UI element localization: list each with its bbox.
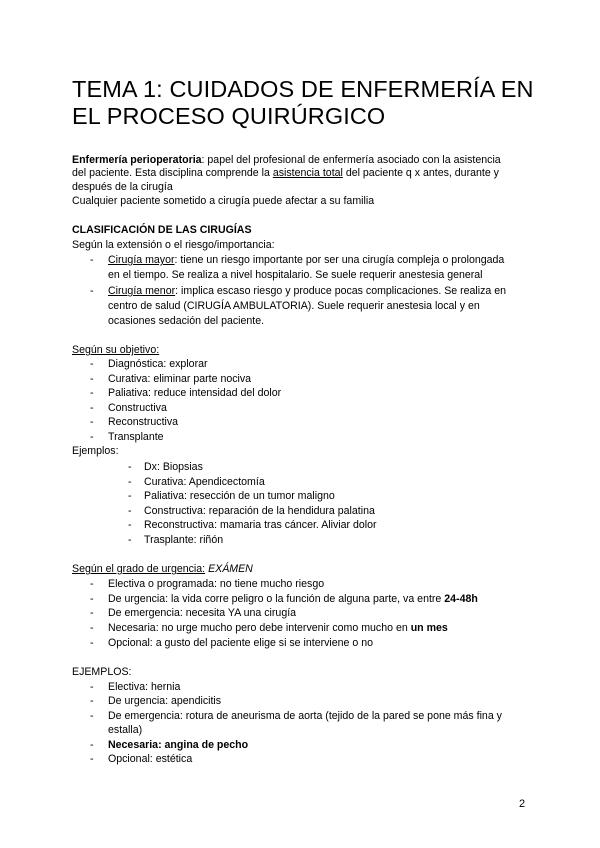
bullet-dash: - bbox=[90, 637, 94, 649]
list-item: Curativa: eliminar parte nociva bbox=[108, 373, 252, 385]
bullet-dash: - bbox=[90, 416, 94, 428]
list-item: Dx: Biopsias bbox=[144, 461, 203, 473]
list-item: Diagnóstica: explorar bbox=[108, 358, 208, 370]
list-item: Reconstructiva bbox=[108, 416, 179, 428]
necesaria-time: un mes bbox=[410, 622, 448, 634]
subheading-urgencia bbox=[72, 562, 253, 577]
bullet-dash: - bbox=[90, 607, 94, 619]
intro-line-3: después de la cirugía bbox=[72, 181, 173, 193]
intro-line-4: Cualquier paciente sometido a cirugía puede afectar a su familia bbox=[72, 195, 375, 207]
list-item: Opcional: a gusto del paciente elige si se interviene o no bbox=[108, 637, 374, 649]
page-number: 2 bbox=[519, 798, 526, 810]
list-item-continuation: estalla) bbox=[108, 724, 143, 736]
necesaria-text: Necesaria: no urge mucho pero debe intervenir como mucho en bbox=[108, 622, 411, 634]
list-item: Constructiva bbox=[108, 402, 167, 414]
bullet-dash: - bbox=[128, 490, 132, 502]
subheading-extension: Según la extensión o el riesgo/importancia: bbox=[72, 239, 275, 251]
list-item: Paliativa: reduce intensidad del dolor bbox=[108, 387, 282, 399]
bullet-dash: - bbox=[128, 505, 132, 517]
intro-line-2-a: del paciente. Esta disciplina comprende la bbox=[72, 167, 273, 179]
list-item: Electiva o programada: no tiene mucho riesgo bbox=[108, 578, 325, 590]
cirugia-menor-line-1 bbox=[108, 284, 506, 299]
cirugia-menor-desc: : implica escaso riesgo y produce pocas complicaciones. Se realiza en bbox=[175, 285, 507, 297]
bullet-dash: - bbox=[90, 695, 94, 707]
bullet-dash: - bbox=[90, 710, 94, 722]
bullet-dash: - bbox=[90, 373, 94, 385]
bullet-dash: - bbox=[90, 739, 94, 751]
list-item: Necesaria: angina de pecho bbox=[108, 739, 249, 751]
list-item: Constructiva: reparación de la hendidura palatina bbox=[144, 505, 375, 517]
subheading-objetivo: Según su objetivo: bbox=[72, 344, 160, 356]
bullet-dash: - bbox=[90, 593, 94, 605]
bullet-dash: - bbox=[90, 285, 94, 297]
urgencia-text: De urgencia: la vida corre peligro o la función de alguna parte, va entre bbox=[108, 593, 445, 605]
ejemplos-label: Ejemplos: bbox=[72, 445, 119, 457]
list-item: Trasplante: riñón bbox=[144, 534, 224, 546]
bullet-dash: - bbox=[90, 431, 94, 443]
list-item: De emergencia: rotura de aneurisma de aorta (tejido de la pared se pone más fina y bbox=[108, 710, 502, 722]
cirugia-mayor-line-1 bbox=[108, 253, 504, 268]
list-item: Transplante bbox=[108, 431, 164, 443]
cirugia-menor-line-2: centro de salud (CIRUGÍA AMBULATORIA). Suele requerir anestesia local y en bbox=[108, 300, 480, 312]
bullet-dash: - bbox=[90, 622, 94, 634]
list-item: Opcional: estética bbox=[108, 753, 193, 765]
list-item: Reconstructiva: mamaria tras cáncer. Aliviar dolor bbox=[144, 519, 377, 531]
bullet-dash: - bbox=[90, 358, 94, 370]
bullet-dash: - bbox=[128, 519, 132, 531]
list-item: De urgencia: apendicitis bbox=[108, 695, 222, 707]
exam-note: EXÁMEN bbox=[208, 563, 253, 575]
bullet-dash: - bbox=[128, 461, 132, 473]
ejemplos-urgencia-label: EJEMPLOS: bbox=[72, 666, 132, 678]
intro-asistencia-total: asistencia total bbox=[272, 167, 343, 179]
cirugia-menor-term: Cirugía menor bbox=[108, 285, 176, 297]
bullet-dash: - bbox=[90, 681, 94, 693]
bullet-dash: - bbox=[90, 753, 94, 765]
list-item: Curativa: Apendicectomía bbox=[144, 476, 265, 488]
urgencia-time: 24-48h bbox=[444, 593, 478, 605]
bullet-dash: - bbox=[90, 387, 94, 399]
section-heading-clasificacion: CLASIFICACIÓN DE LAS CIRUGÍAS bbox=[72, 224, 252, 236]
list-item: Electiva: hernia bbox=[108, 681, 181, 693]
list-item: De emergencia: necesita YA una cirugía bbox=[108, 607, 297, 619]
bullet-dash: - bbox=[90, 254, 94, 266]
urgencia-heading: Según el grado de urgencia: bbox=[72, 563, 206, 575]
bullet-dash: - bbox=[90, 578, 94, 590]
list-item bbox=[108, 621, 448, 636]
cirugia-menor-line-3: ocasiones sedación del paciente. bbox=[108, 315, 265, 327]
bullet-dash: - bbox=[90, 402, 94, 414]
bullet-dash: - bbox=[128, 534, 132, 546]
cirugia-mayor-term: Cirugía mayor bbox=[108, 254, 175, 266]
intro-line-2 bbox=[72, 166, 499, 181]
intro-term: Enfermería perioperatoria bbox=[72, 154, 202, 166]
intro-line-1-rest: : papel del profesional de enfermería asociado con la asistencia bbox=[201, 154, 501, 166]
cirugia-mayor-desc: : tiene un riesgo importante por ser una cirugía compleja o prolongada bbox=[174, 254, 505, 266]
bullet-dash: - bbox=[128, 476, 132, 488]
cirugia-mayor-line-2: en el tiempo. Se realiza a nivel hospitalario. Se suele requerir anestesia general bbox=[108, 269, 483, 281]
list-item bbox=[108, 592, 478, 607]
intro-line-2-b: del paciente q x antes, durante y bbox=[342, 167, 499, 179]
page-title: TEMA 1: CUIDADOS DE ENFERMERÍA EN EL PROCESO QUIRÚRGICO bbox=[72, 76, 534, 129]
list-item: Paliativa: resección de un tumor maligno bbox=[144, 490, 335, 502]
